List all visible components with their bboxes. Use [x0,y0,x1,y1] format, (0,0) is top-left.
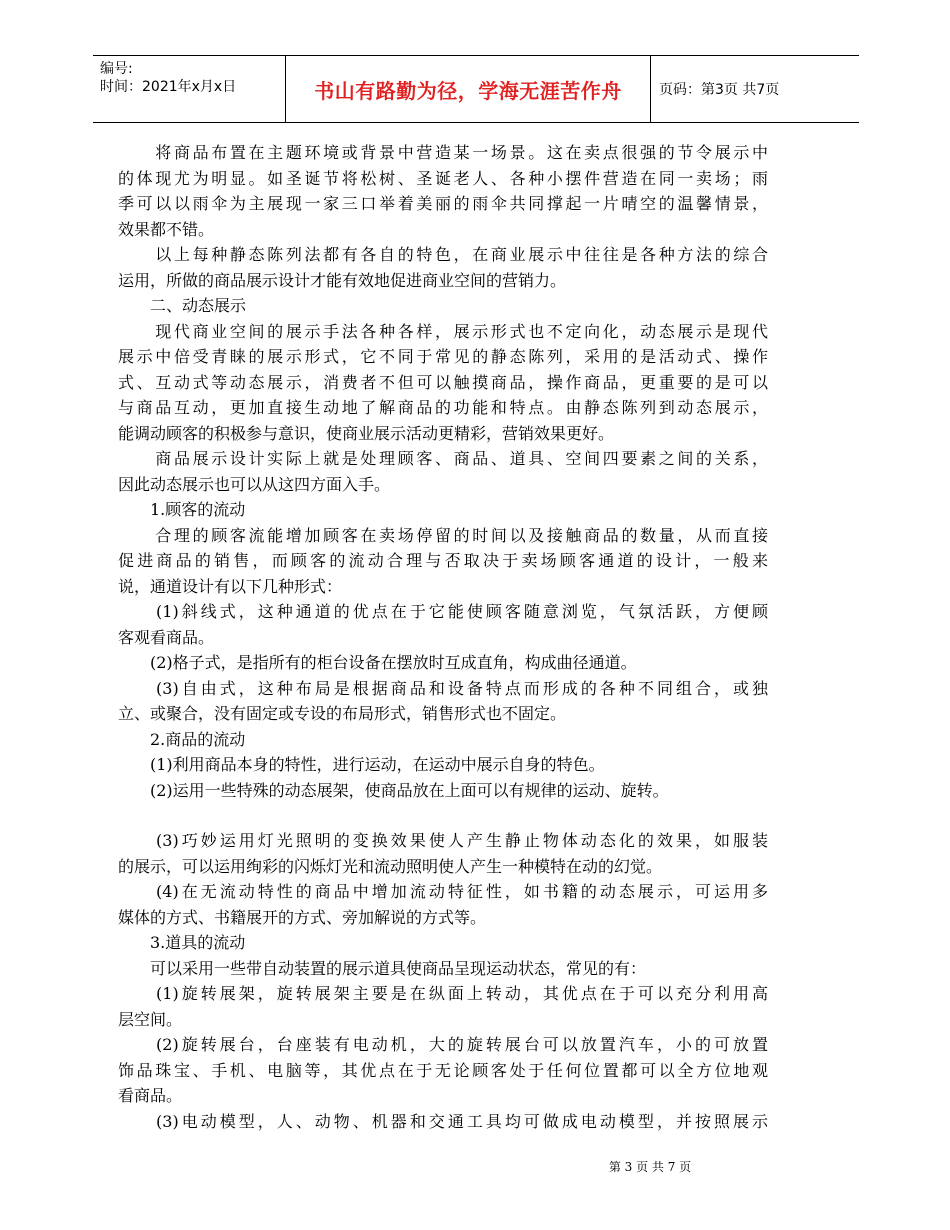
body-line: 促进商品的销售，而顾客的流动合理与否取决于卖场顾客通道的设计，一般来 [118,551,768,570]
body-line: 说，通道设计有以下几种形式： [118,576,343,596]
body-line: (2)旋转展台，台座装有电动机，大的旋转展台可以放置汽车，小的可放置 [118,1035,768,1054]
body-line: 运用，所做的商品展示设计才能有效地促进商业空间的营销力。 [118,270,567,290]
paragraph-gap [118,803,768,828]
body-line: (1)斜线式，这种通道的优点在于它能使顾客随意浏览，气氛活跃，方便顾 [118,602,768,621]
body-line: 效果都不错。 [118,219,215,239]
body-line: 将商品布置在主题环境或背景中营造某一场景。这在卖点很强的节令展示中 [118,143,768,162]
header-meta [100,60,236,96]
body-line: (3)电动模型，人、动物、机器和交通工具均可做成电动模型，并按照展示 [118,1111,768,1131]
body-line: 商品展示设计实际上就是处理顾客、商品、道具、空间四要素之间的关系， [118,449,768,468]
number-label: 编号: [100,61,133,77]
body-line: 饰品珠宝、手机、电脑等，其优点在于无论顾客处于任何位置都可以全方位地观 [118,1060,768,1080]
body-line: 二、动态展示 [118,296,247,315]
body-line: 能调动顾客的积极参与意识，使商业展示活动更精彩，营销效果更好。 [118,423,615,443]
footer-page-number: 第 3 页 共 7 页 [608,1160,692,1174]
body-line: (3)巧妙运用灯光照明的变换效果使人产生静止物体动态化的效果，如服装 [118,831,768,850]
header-page-info: 页码：第3页 共7页 [659,82,780,98]
body-line: 层空间。 [118,1009,183,1029]
body-line: (2)格子式，是指所有的柜台设备在摆放时互成直角，构成曲径通道。 [118,653,637,672]
body-line: (2)运用一些特殊的动态展架，使商品放在上面可以有规律的运动、旋转。 [118,780,669,800]
body-line: 以上每种静态陈列法都有各自的特色，在商业展示中往往是各种方法的综合 [118,245,768,264]
body-line: 的体现尤为明显。如圣诞节将松树、圣诞老人、各种小摆件营造在同一卖场；雨 [118,168,768,188]
body-line: 媒体的方式、书籍展开的方式、旁加解说的方式等。 [118,907,487,927]
header-motto-cell [285,56,651,122]
body-line: (3)自由式，这种布局是根据商品和设备特点而形成的各种不同组合，或独 [118,678,768,698]
body-line: (1)旋转展架，旋转展架主要是在纵面上转动，其优点在于可以充分利用高 [118,984,768,1003]
body-line: (4)在无流动特性的商品中增加流动特征性，如书籍的动态展示，可运用多 [118,882,768,901]
body-line: 式、互动式等动态展示，消费者不但可以触摸商品，操作商品，更重要的是可以 [118,372,768,392]
body-line: 2.商品的流动 [118,729,246,749]
document-body [118,140,768,1134]
time-label: 时间：2021年x月x日 [100,79,237,95]
body-line: 季可以以雨伞为主展现一家三口举着美丽的雨伞共同撑起一片晴空的温馨情景， [118,194,768,213]
body-line: 的展示，可以运用绚彩的闪烁灯光和流动照明使人产生一种模特在动的幻觉。 [118,856,663,876]
body-line: 立、或聚合，没有固定或专设的布局形式，销售形式也不固定。 [118,704,567,723]
body-line: 与商品互动，更加直接生动地了解商品的功能和特点。由静态陈列到动态展示， [118,398,768,417]
body-line: 合理的顾客流能增加顾客在卖场停留的时间以及接触商品的数量，从而直接 [118,525,768,545]
body-line: 1.顾客的流动 [118,500,246,519]
body-line: 现代商业空间的展示手法各种各样，展示形式也不定向化，动态展示是现代 [118,321,768,341]
page-header [93,55,859,123]
body-line: 可以采用一些带自动装置的展示道具使商品呈现运动状态，常见的有： [118,958,647,978]
header-motto: 书山有路勤为径，学海无涯苦作舟 [314,78,622,103]
body-line: 展示中倍受青睐的展示形式，它不同于常见的静态陈列，采用的是活动式、操作 [118,347,768,366]
page-footer [0,1158,950,1175]
body-line: 因此动态展示也可以从这四方面入手。 [118,474,391,494]
body-line: 看商品。 [118,1086,183,1105]
body-line: (1)利用商品本身的特性，进行运动，在运动中展示自身的特色。 [118,755,605,774]
body-line: 3.道具的流动 [118,933,246,952]
body-line: 客观看商品。 [118,627,215,647]
